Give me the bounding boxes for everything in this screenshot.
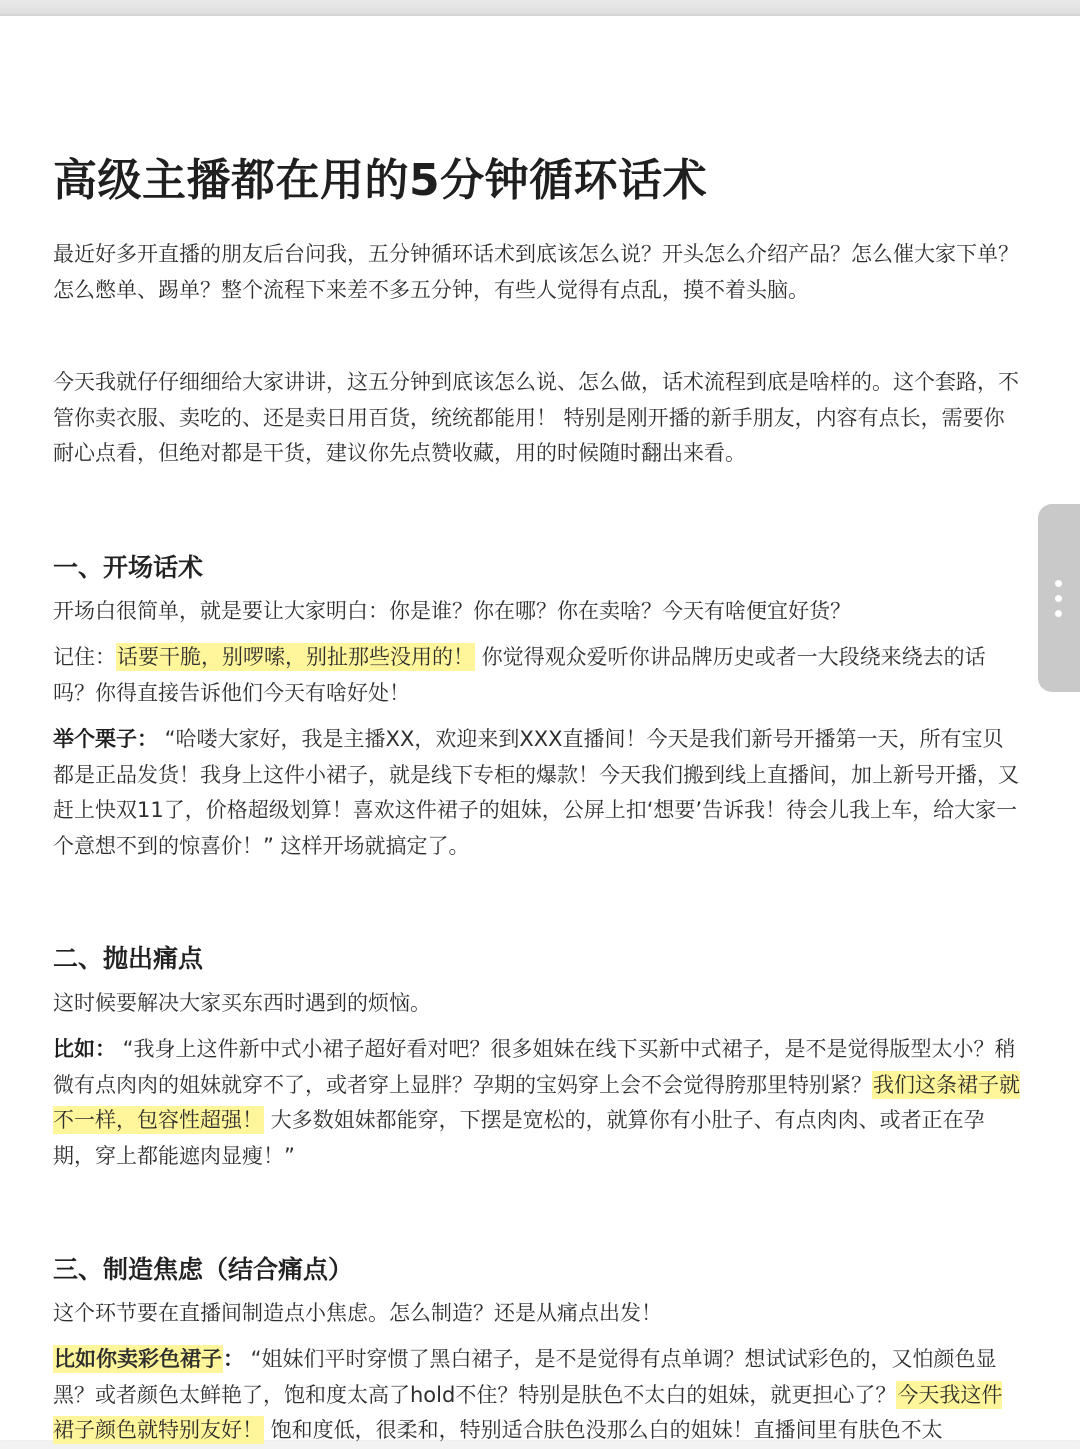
section-example bbox=[53, 722, 1021, 864]
example-colon: ： bbox=[223, 1347, 244, 1371]
section-heading-pain-point: 二、抛出痛点 bbox=[53, 944, 204, 973]
highlight-text: 今天我这件裙子颜色就特别友好！ bbox=[53, 1382, 1003, 1442]
example-text: 大多数姐妹都能穿，下摆是宽松的，就算你有小肚子、有点肉肉、或者正在孕期，穿上都能遮肉显瘦！” bbox=[53, 1108, 985, 1168]
section-heading-anxiety: 三、制造焦虑（结合痛点） bbox=[53, 1255, 354, 1284]
example-text: “姐妹们平时穿惯了黑白裙子，是不是觉得有点单调？想试试彩色的，又怕颜色显黑？或者颜色太鲜艳了，饱和度太高了hold不住？特别是肤色不太白的姐妹，就更担心了？ bbox=[53, 1347, 997, 1407]
section-example bbox=[53, 1342, 1021, 1449]
highlight-text: 话要干脆，别啰嗦，别扯那些没用的！ bbox=[117, 645, 474, 669]
intro-paragraph-2: 今天我就仔仔细细给大家讲讲，这五分钟到底该怎么说、怎么做，话术流程到底是啥样的。这个套路，不管你卖衣服、卖吃的、还是卖日用百货，统统都能用！ 特别是刚开播的新手朋友，内容有点长，需要你耐心点看，但绝对都是干货，建议你先点赞收藏，用的时候随时翻出来看。 bbox=[53, 370, 1019, 465]
note-text: 你觉得观众爱听你讲品牌历史或者一大段绕来绕去的话吗？你得直接告诉他们今天有啥好处！ bbox=[53, 645, 986, 705]
example-label-highlight: 比如你卖彩色裙子 bbox=[54, 1347, 222, 1371]
highlight-text: 我们这条裙子就不一样，包容性超强！ bbox=[53, 1072, 1020, 1132]
section-lead: 这个环节要在直播间制造点小焦虑。怎么制造？还是从痛点出发！ bbox=[53, 1301, 662, 1325]
page-title: 高级主播都在用的5分钟循环话术 bbox=[53, 155, 708, 206]
example-label: 举个栗子： bbox=[53, 727, 158, 751]
section-lead: 这时候要解决大家买东西时遇到的烦恼。 bbox=[53, 991, 431, 1015]
note-prefix: 记住： bbox=[53, 645, 116, 669]
section-heading-opening: 一、开场话术 bbox=[53, 553, 204, 582]
example-text: “哈喽大家好，我是主播XX，欢迎来到XXX直播间！今天是我们新号开播第一天，所有宝贝都是正品发货！我身上这件小裙子，就是线下专柜的爆款！今天我们搬到线上直播间，加上新号开播，又赶上快双11了，价格超级划算！喜欢这件裙子的姐妹，公屏上扣‘想要’告诉我！待会儿我上车，给大家一个意想不到的惊喜价！” 这样开场就搞定了。 bbox=[53, 727, 1019, 858]
intro-paragraph-1: 最近好多开直播的朋友后台问我，五分钟循环话术到底该怎么说？开头怎么介绍产品？怎么催大家下单？怎么憋单、踢单？整个流程下来差不多五分钟，有些人觉得有点乱，摸不着头脑。 bbox=[53, 242, 1019, 302]
top-bar bbox=[0, 0, 1080, 16]
example-label: 比如： bbox=[53, 1037, 116, 1061]
section-lead: 开场白很简单，就是要让大家明白：你是谁？你在哪？你在卖啥？今天有啥便宜好货？ bbox=[53, 599, 851, 623]
section-note bbox=[53, 640, 1021, 711]
section-example bbox=[53, 1032, 1021, 1174]
more-options-handle[interactable] bbox=[1038, 504, 1080, 692]
document-page bbox=[0, 16, 1080, 1440]
example-text: “我身上这件新中式小裙子超好看对吧？很多姐妹在线下买新中式裙子，是不是觉得版型太小？稍微有点肉肉的姐妹就穿不了，或者穿上显胖？孕期的宝妈穿上会不会觉得胯那里特别紧？ bbox=[53, 1037, 1016, 1097]
example-text: 饱和度低，很柔和，特别适合肤色没那么白的姐妹！直播间里有肤色不太 bbox=[264, 1418, 943, 1442]
